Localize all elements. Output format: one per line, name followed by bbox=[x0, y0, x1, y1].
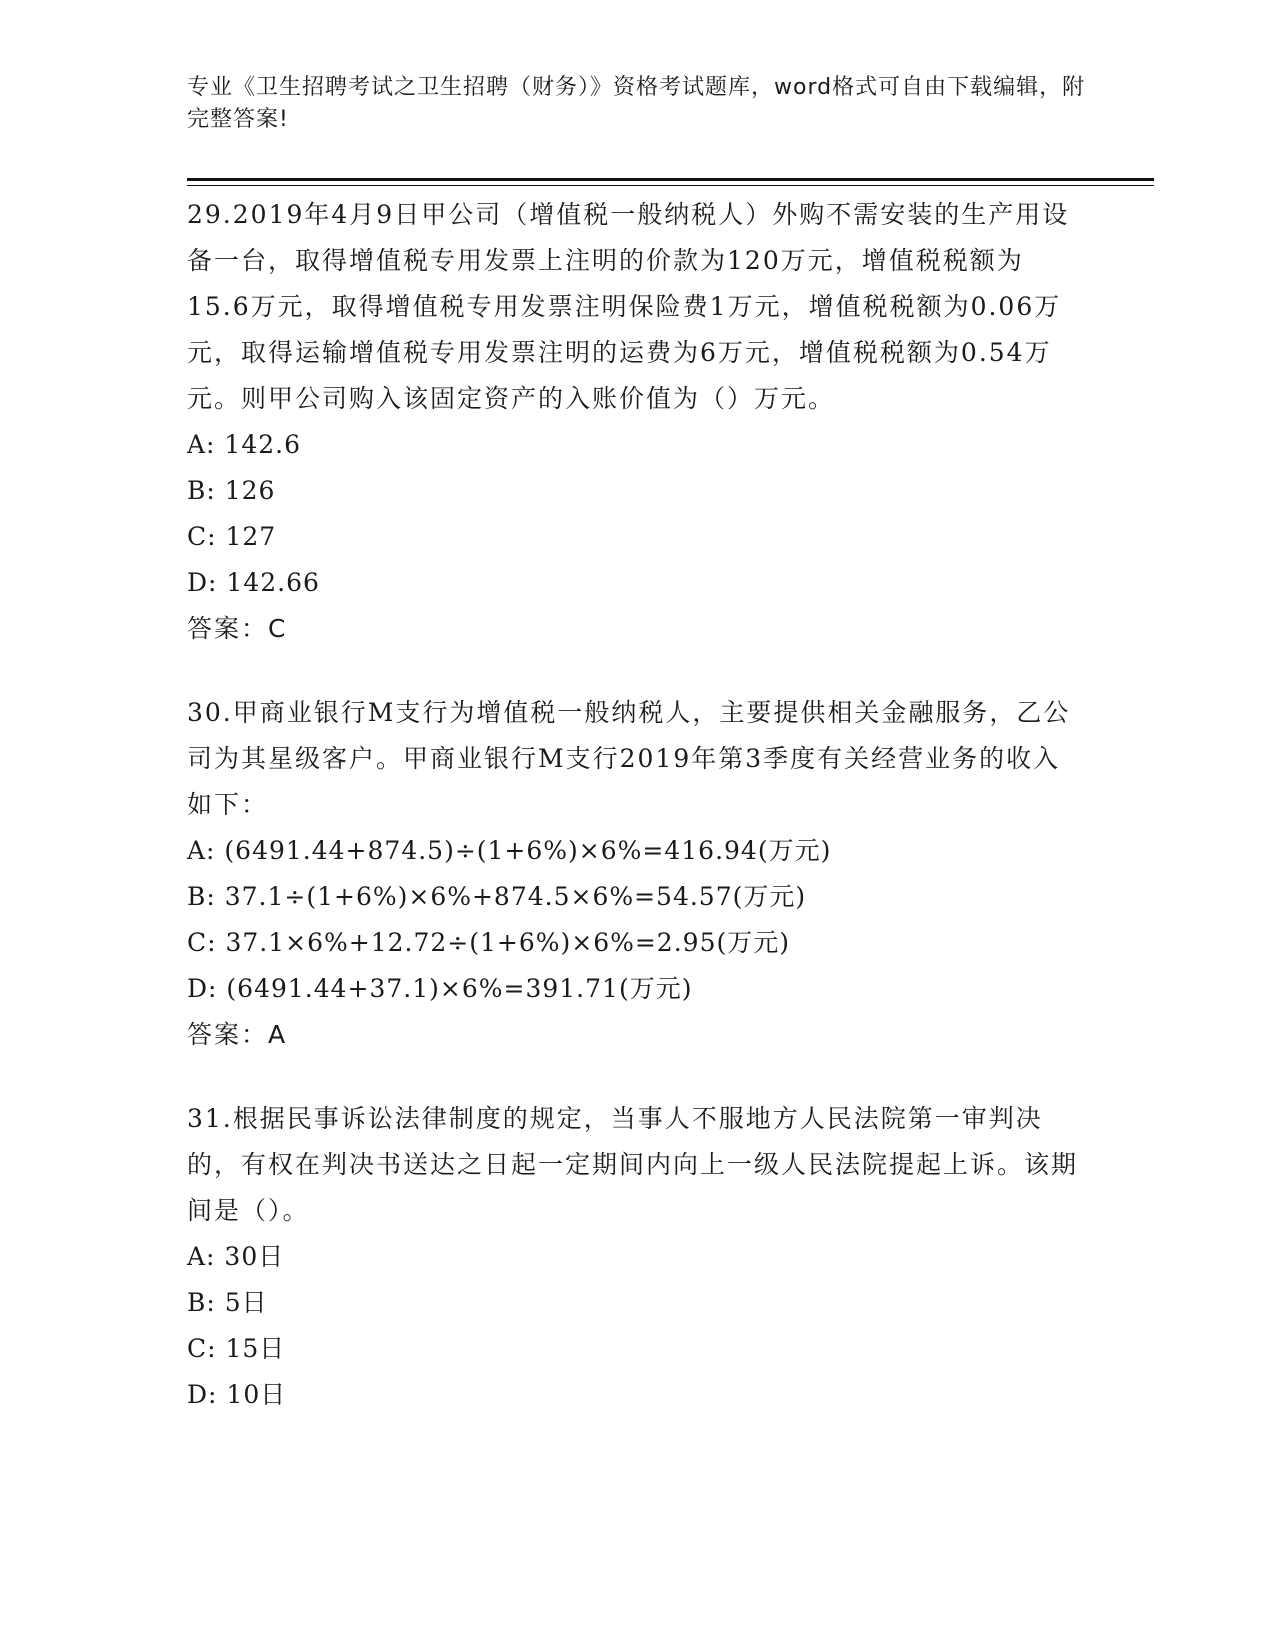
option-c: C: 127 bbox=[187, 522, 277, 551]
option-c: C: 37.1×6%+12.72÷(1+6%)×6%=2.95(万元) bbox=[187, 928, 790, 957]
question-text: 31.根据民事诉讼法律制度的规定，当事人不服地方人民法院第一审判决的，有权在判决书送达之日起一定期间内向上一级人民法院提起上诉。该期间是（）。 bbox=[187, 1104, 1079, 1225]
option-b: B: 5日 bbox=[187, 1288, 268, 1317]
question-31 bbox=[187, 1096, 1087, 1418]
header-rule-thin bbox=[187, 185, 1154, 186]
option-a: A: 142.6 bbox=[187, 430, 301, 459]
answer-line: 答案：C bbox=[187, 614, 288, 643]
option-d: D: (6491.44+37.1)×6%=391.71(万元) bbox=[187, 974, 693, 1003]
question-29 bbox=[187, 192, 1087, 652]
document-header: 专业《卫生招聘考试之卫生招聘（财务）》资格考试题库，word格式可自由下载编辑，附完整答案! bbox=[187, 75, 1086, 132]
option-d: D: 10日 bbox=[187, 1380, 287, 1409]
option-a: A: (6491.44+874.5)÷(1+6%)×6%=416.94(万元) bbox=[187, 836, 832, 865]
question-text: 30.甲商业银行M支行为增值税一般纳税人，主要提供相关金融服务，乙公司为其星级客户。甲商业银行M支行2019年第3季度有关经营业务的收入如下： bbox=[187, 698, 1071, 819]
option-a: A: 30日 bbox=[187, 1242, 285, 1271]
header-rule-thick bbox=[187, 178, 1154, 181]
question-30 bbox=[187, 690, 1087, 1058]
option-d: D: 142.66 bbox=[187, 568, 320, 597]
option-b: B: 126 bbox=[187, 476, 276, 505]
question-list bbox=[187, 192, 1087, 1456]
option-c: C: 15日 bbox=[187, 1334, 286, 1363]
answer-line: 答案：A bbox=[187, 1020, 288, 1049]
option-b: B: 37.1÷(1+6%)×6%+874.5×6%=54.57(万元) bbox=[187, 882, 807, 911]
question-text: 29.2019年4月9日甲公司（增值税一般纳税人）外购不需安装的生产用设备一台，取得增值税专用发票上注明的价款为120万元，增值税税额为15.6万元，取得增值税专用发票注明保险费1万元，增值税税额为0.06万元，取得运输增值税专用发票注明的运费为6万元，增值税税额为0.54万元。则甲公司购入该固定资产的入账价值为（）万元。 bbox=[187, 200, 1070, 413]
